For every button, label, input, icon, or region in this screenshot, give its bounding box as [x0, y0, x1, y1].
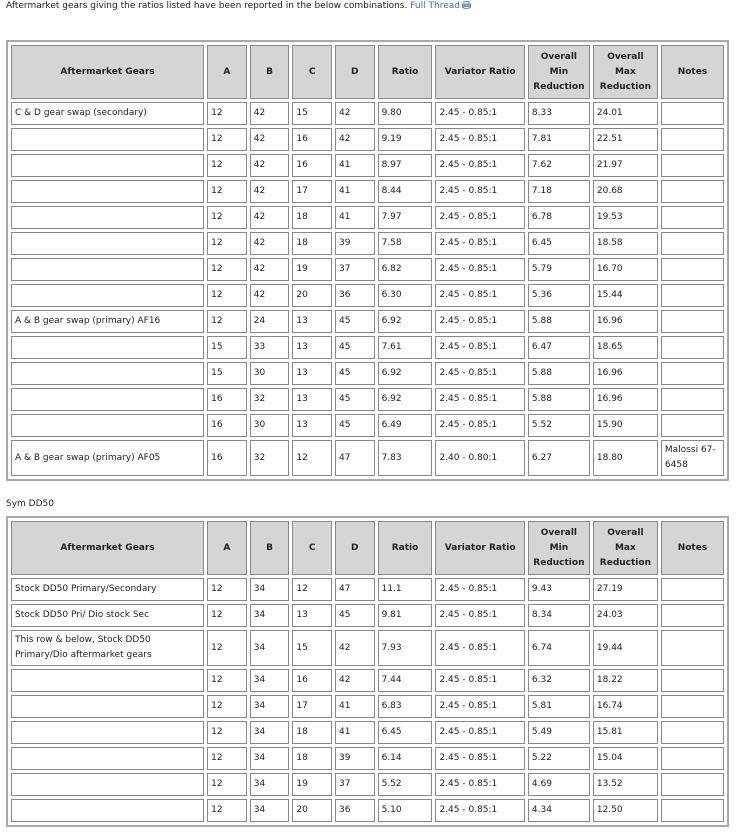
gear-label-cell [11, 773, 204, 796]
value-cell: 32 [250, 440, 290, 476]
notes-cell [661, 669, 724, 692]
value-cell: 39 [335, 232, 375, 255]
value-cell: 45 [335, 310, 375, 333]
gear-label-cell [11, 362, 204, 385]
value-cell: 42 [250, 180, 290, 203]
value-cell: 41 [335, 180, 375, 203]
value-cell: 6.74 [528, 630, 590, 666]
value-cell: 13 [292, 310, 332, 333]
notes-cell [661, 284, 724, 307]
value-cell: 2.45 - 0.85:1 [435, 206, 524, 229]
value-cell: 47 [335, 440, 375, 476]
value-cell: 6.47 [528, 336, 590, 359]
column-header: Ratio [378, 521, 433, 575]
column-header: C [292, 45, 332, 99]
gear-label-cell [11, 232, 204, 255]
gear-label-cell [11, 128, 204, 151]
value-cell: 30 [250, 362, 290, 385]
value-cell: 18 [292, 232, 332, 255]
value-cell: 5.49 [528, 721, 590, 744]
value-cell: 18 [292, 721, 332, 744]
gear-label-cell [11, 669, 204, 692]
value-cell: 34 [250, 604, 290, 627]
value-cell: 5.52 [528, 414, 590, 437]
gear-label-cell [11, 799, 204, 822]
notes-cell [661, 206, 724, 229]
value-cell: 18.58 [593, 232, 658, 255]
column-header: Aftermarket Gears [11, 45, 204, 99]
value-cell: 41 [335, 206, 375, 229]
table-row [11, 695, 724, 718]
value-cell: 2.45 - 0.85:1 [435, 721, 524, 744]
column-header: C [292, 521, 332, 575]
value-cell: 6.14 [378, 747, 433, 770]
value-cell: 19.44 [593, 630, 658, 666]
value-cell: 2.45 - 0.85:1 [435, 747, 524, 770]
value-cell: 2.45 - 0.85:1 [435, 604, 524, 627]
table-row [11, 310, 724, 333]
value-cell: 7.81 [528, 128, 590, 151]
value-cell: 7.83 [378, 440, 433, 476]
value-cell: 20.68 [593, 180, 658, 203]
value-cell: 42 [250, 102, 290, 125]
value-cell: 7.44 [378, 669, 433, 692]
value-cell: 2.45 - 0.85:1 [435, 284, 524, 307]
value-cell: 24 [250, 310, 290, 333]
table-row [11, 206, 724, 229]
value-cell: 16 [292, 128, 332, 151]
value-cell: 18.22 [593, 669, 658, 692]
value-cell: 5.79 [528, 258, 590, 281]
table-row [11, 721, 724, 744]
value-cell: 6.82 [378, 258, 433, 281]
gear-label-cell [11, 414, 204, 437]
value-cell: 41 [335, 154, 375, 177]
column-header: B [250, 521, 290, 575]
value-cell: 13.52 [593, 773, 658, 796]
notes-cell [661, 232, 724, 255]
value-cell: 34 [250, 630, 290, 666]
table-row [11, 284, 724, 307]
value-cell: 16.96 [593, 362, 658, 385]
value-cell: 2.45 - 0.85:1 [435, 799, 524, 822]
value-cell: 5.22 [528, 747, 590, 770]
notes-cell [661, 630, 724, 666]
table-row [11, 154, 724, 177]
value-cell: 12 [207, 232, 247, 255]
value-cell: 17 [292, 695, 332, 718]
value-cell: 41 [335, 695, 375, 718]
value-cell: 27.19 [593, 578, 658, 601]
gear-label-cell [11, 388, 204, 411]
value-cell: 16 [292, 669, 332, 692]
column-header: Ratio [378, 45, 433, 99]
column-header: Overall Min Reduction [528, 521, 590, 575]
value-cell: 18.80 [593, 440, 658, 476]
value-cell: 8.33 [528, 102, 590, 125]
section-title-sym-dd50: Sym DD50 [6, 499, 54, 509]
value-cell: 9.19 [378, 128, 433, 151]
value-cell: 12 [207, 102, 247, 125]
value-cell: 45 [335, 604, 375, 627]
notes-cell [661, 578, 724, 601]
value-cell: 5.52 [378, 773, 433, 796]
value-cell: 2.45 - 0.85:1 [435, 669, 524, 692]
value-cell: 39 [335, 747, 375, 770]
value-cell: 15.90 [593, 414, 658, 437]
value-cell: 37 [335, 258, 375, 281]
value-cell: 2.45 - 0.85:1 [435, 414, 524, 437]
value-cell: 21.97 [593, 154, 658, 177]
gear-label-cell [11, 336, 204, 359]
value-cell: 47 [335, 578, 375, 601]
value-cell: 6.92 [378, 388, 433, 411]
value-cell: 12 [207, 773, 247, 796]
value-cell: 5.88 [528, 362, 590, 385]
value-cell: 6.49 [378, 414, 433, 437]
gear-label-cell [11, 206, 204, 229]
value-cell: 12 [207, 206, 247, 229]
value-cell: 37 [335, 773, 375, 796]
value-cell: 36 [335, 799, 375, 822]
value-cell: 41 [335, 721, 375, 744]
value-cell: 7.18 [528, 180, 590, 203]
gear-label-cell: C & D gear swap (secondary) [11, 102, 204, 125]
value-cell: 12 [207, 695, 247, 718]
value-cell: 13 [292, 362, 332, 385]
column-header: Variator Ratio [435, 521, 524, 575]
value-cell: 34 [250, 721, 290, 744]
value-cell: 6.83 [378, 695, 433, 718]
value-cell: 12 [207, 284, 247, 307]
value-cell: 13 [292, 336, 332, 359]
column-header: D [335, 521, 375, 575]
value-cell: 15 [207, 362, 247, 385]
column-header: Notes [661, 521, 724, 575]
value-cell: 42 [335, 128, 375, 151]
notes-cell [661, 721, 724, 744]
value-cell: 16 [292, 154, 332, 177]
value-cell: 32 [250, 388, 290, 411]
value-cell: 36 [335, 284, 375, 307]
column-header: A [207, 45, 247, 99]
column-header: Overall Min Reduction [528, 45, 590, 99]
value-cell: 16 [207, 440, 247, 476]
value-cell: 2.45 - 0.85:1 [435, 695, 524, 718]
value-cell: 2.45 - 0.85:1 [435, 773, 524, 796]
table-row [11, 102, 724, 125]
value-cell: 22.51 [593, 128, 658, 151]
intro-line [6, 1, 471, 11]
value-cell: 45 [335, 388, 375, 411]
gear-table-sym-dd50 [6, 516, 729, 827]
column-header: Overall Max Reduction [593, 45, 658, 99]
value-cell: 12 [207, 669, 247, 692]
table-row [11, 180, 724, 203]
notes-cell [661, 388, 724, 411]
value-cell: 18 [292, 206, 332, 229]
value-cell: 6.45 [378, 721, 433, 744]
gear-label-cell [11, 154, 204, 177]
full-thread-link[interactable]: Full Thread [410, 1, 460, 11]
value-cell: 16.96 [593, 310, 658, 333]
value-cell: 6.32 [528, 669, 590, 692]
value-cell: 34 [250, 669, 290, 692]
value-cell: 5.88 [528, 388, 590, 411]
value-cell: 2.45 - 0.85:1 [435, 102, 524, 125]
value-cell: 34 [250, 578, 290, 601]
value-cell: 6.45 [528, 232, 590, 255]
value-cell: 9.43 [528, 578, 590, 601]
gear-label-cell [11, 284, 204, 307]
table-row [11, 388, 724, 411]
value-cell: 9.81 [378, 604, 433, 627]
notes-cell [661, 799, 724, 822]
value-cell: 42 [250, 206, 290, 229]
value-cell: 34 [250, 695, 290, 718]
value-cell: 4.69 [528, 773, 590, 796]
value-cell: 15 [292, 630, 332, 666]
value-cell: 19 [292, 258, 332, 281]
value-cell: 12 [207, 799, 247, 822]
value-cell: 30 [250, 414, 290, 437]
notes-cell [661, 747, 724, 770]
value-cell: 5.81 [528, 695, 590, 718]
value-cell: 19 [292, 773, 332, 796]
notes-cell [661, 414, 724, 437]
value-cell: 6.92 [378, 362, 433, 385]
value-cell: 42 [250, 128, 290, 151]
value-cell: 45 [335, 414, 375, 437]
column-header: A [207, 521, 247, 575]
value-cell: 20 [292, 799, 332, 822]
value-cell: 42 [335, 630, 375, 666]
value-cell: 2.45 - 0.85:1 [435, 578, 524, 601]
value-cell: 5.36 [528, 284, 590, 307]
notes-cell [661, 154, 724, 177]
value-cell: 16 [207, 388, 247, 411]
value-cell: 17 [292, 180, 332, 203]
notes-cell [661, 773, 724, 796]
value-cell: 12 [292, 578, 332, 601]
value-cell: 42 [335, 102, 375, 125]
value-cell: 34 [250, 773, 290, 796]
value-cell: 12 [207, 630, 247, 666]
value-cell: 45 [335, 336, 375, 359]
table-row [11, 128, 724, 151]
column-header: B [250, 45, 290, 99]
notes-cell [661, 604, 724, 627]
value-cell: 19.53 [593, 206, 658, 229]
value-cell: 12 [207, 154, 247, 177]
value-cell: 12 [207, 180, 247, 203]
value-cell: 2.45 - 0.85:1 [435, 336, 524, 359]
table-row [11, 258, 724, 281]
value-cell: 2.45 - 0.85:1 [435, 310, 524, 333]
value-cell: 20 [292, 284, 332, 307]
value-cell: 2.45 - 0.85:1 [435, 128, 524, 151]
value-cell: 12 [207, 258, 247, 281]
column-header: Variator Ratio [435, 45, 524, 99]
value-cell: 6.30 [378, 284, 433, 307]
printer-icon[interactable] [462, 1, 471, 9]
value-cell: 24.03 [593, 604, 658, 627]
value-cell: 2.45 - 0.85:1 [435, 232, 524, 255]
value-cell: 15.44 [593, 284, 658, 307]
notes-cell [661, 128, 724, 151]
gear-label-cell [11, 695, 204, 718]
value-cell: 15 [207, 336, 247, 359]
intro-text: Aftermarket gears giving the ratios listed have been reported in the below combinations. [6, 1, 408, 11]
table-row [11, 799, 724, 822]
gear-label-cell: Stock DD50 Pri/ Dio stock Sec [11, 604, 204, 627]
value-cell: 16.96 [593, 388, 658, 411]
value-cell: 6.78 [528, 206, 590, 229]
value-cell: 2.45 - 0.85:1 [435, 362, 524, 385]
value-cell: 11.1 [378, 578, 433, 601]
table-row [11, 773, 724, 796]
table-header-row [11, 45, 724, 99]
value-cell: 12 [292, 440, 332, 476]
value-cell: 16.74 [593, 695, 658, 718]
notes-cell [661, 362, 724, 385]
table-row [11, 362, 724, 385]
notes-cell [661, 310, 724, 333]
value-cell: 6.27 [528, 440, 590, 476]
value-cell: 2.45 - 0.85:1 [435, 258, 524, 281]
value-cell: 7.93 [378, 630, 433, 666]
column-header: Overall Max Reduction [593, 521, 658, 575]
table-row [11, 578, 724, 601]
gear-label-cell [11, 747, 204, 770]
gear-label-cell [11, 258, 204, 281]
table-row [11, 232, 724, 255]
notes-cell [661, 258, 724, 281]
table-row [11, 604, 724, 627]
value-cell: 42 [250, 232, 290, 255]
value-cell: 12 [207, 578, 247, 601]
value-cell: 12 [207, 747, 247, 770]
value-cell: 13 [292, 388, 332, 411]
notes-cell [661, 695, 724, 718]
value-cell: 2.45 - 0.85:1 [435, 630, 524, 666]
value-cell: 7.58 [378, 232, 433, 255]
value-cell: 42 [335, 669, 375, 692]
gear-label-cell [11, 180, 204, 203]
table-row [11, 669, 724, 692]
gear-label-cell: A & B gear swap (primary) AF16 [11, 310, 204, 333]
value-cell: 24.01 [593, 102, 658, 125]
gear-label-cell: This row & below, Stock DD50 Primary/Dio aftermarket gears [11, 630, 204, 666]
value-cell: 42 [250, 258, 290, 281]
value-cell: 18.65 [593, 336, 658, 359]
value-cell: 12 [207, 310, 247, 333]
table-row [11, 414, 724, 437]
value-cell: 15 [292, 102, 332, 125]
value-cell: 8.34 [528, 604, 590, 627]
value-cell: 2.45 - 0.85:1 [435, 154, 524, 177]
notes-cell [661, 102, 724, 125]
value-cell: 13 [292, 414, 332, 437]
value-cell: 12 [207, 721, 247, 744]
value-cell: 18 [292, 747, 332, 770]
value-cell: 9.80 [378, 102, 433, 125]
value-cell: 2.45 - 0.85:1 [435, 180, 524, 203]
value-cell: 12.50 [593, 799, 658, 822]
value-cell: 13 [292, 604, 332, 627]
value-cell: 15.04 [593, 747, 658, 770]
value-cell: 12 [207, 128, 247, 151]
table-row [11, 630, 724, 666]
value-cell: 2.40 - 0.80:1 [435, 440, 524, 476]
notes-cell: Malossi 67-6458 [661, 440, 724, 476]
value-cell: 15.81 [593, 721, 658, 744]
value-cell: 4.34 [528, 799, 590, 822]
value-cell: 5.10 [378, 799, 433, 822]
gear-label-cell: A & B gear swap (primary) AF05 [11, 440, 204, 476]
column-header: D [335, 45, 375, 99]
value-cell: 45 [335, 362, 375, 385]
gear-label-cell [11, 721, 204, 744]
value-cell: 34 [250, 799, 290, 822]
gear-table-aftermarket [6, 40, 729, 481]
value-cell: 42 [250, 284, 290, 307]
column-header: Aftermarket Gears [11, 521, 204, 575]
gear-label-cell: Stock DD50 Primary/Secondary [11, 578, 204, 601]
value-cell: 5.88 [528, 310, 590, 333]
value-cell: 8.97 [378, 154, 433, 177]
value-cell: 7.97 [378, 206, 433, 229]
value-cell: 42 [250, 154, 290, 177]
value-cell: 7.61 [378, 336, 433, 359]
value-cell: 7.62 [528, 154, 590, 177]
value-cell: 16.70 [593, 258, 658, 281]
column-header: Notes [661, 45, 724, 99]
value-cell: 34 [250, 747, 290, 770]
value-cell: 12 [207, 604, 247, 627]
table-row [11, 440, 724, 476]
table-row [11, 336, 724, 359]
table-row [11, 747, 724, 770]
table-header-row [11, 521, 724, 575]
value-cell: 8.44 [378, 180, 433, 203]
value-cell: 6.92 [378, 310, 433, 333]
notes-cell [661, 180, 724, 203]
value-cell: 33 [250, 336, 290, 359]
value-cell: 16 [207, 414, 247, 437]
value-cell: 2.45 - 0.85:1 [435, 388, 524, 411]
notes-cell [661, 336, 724, 359]
